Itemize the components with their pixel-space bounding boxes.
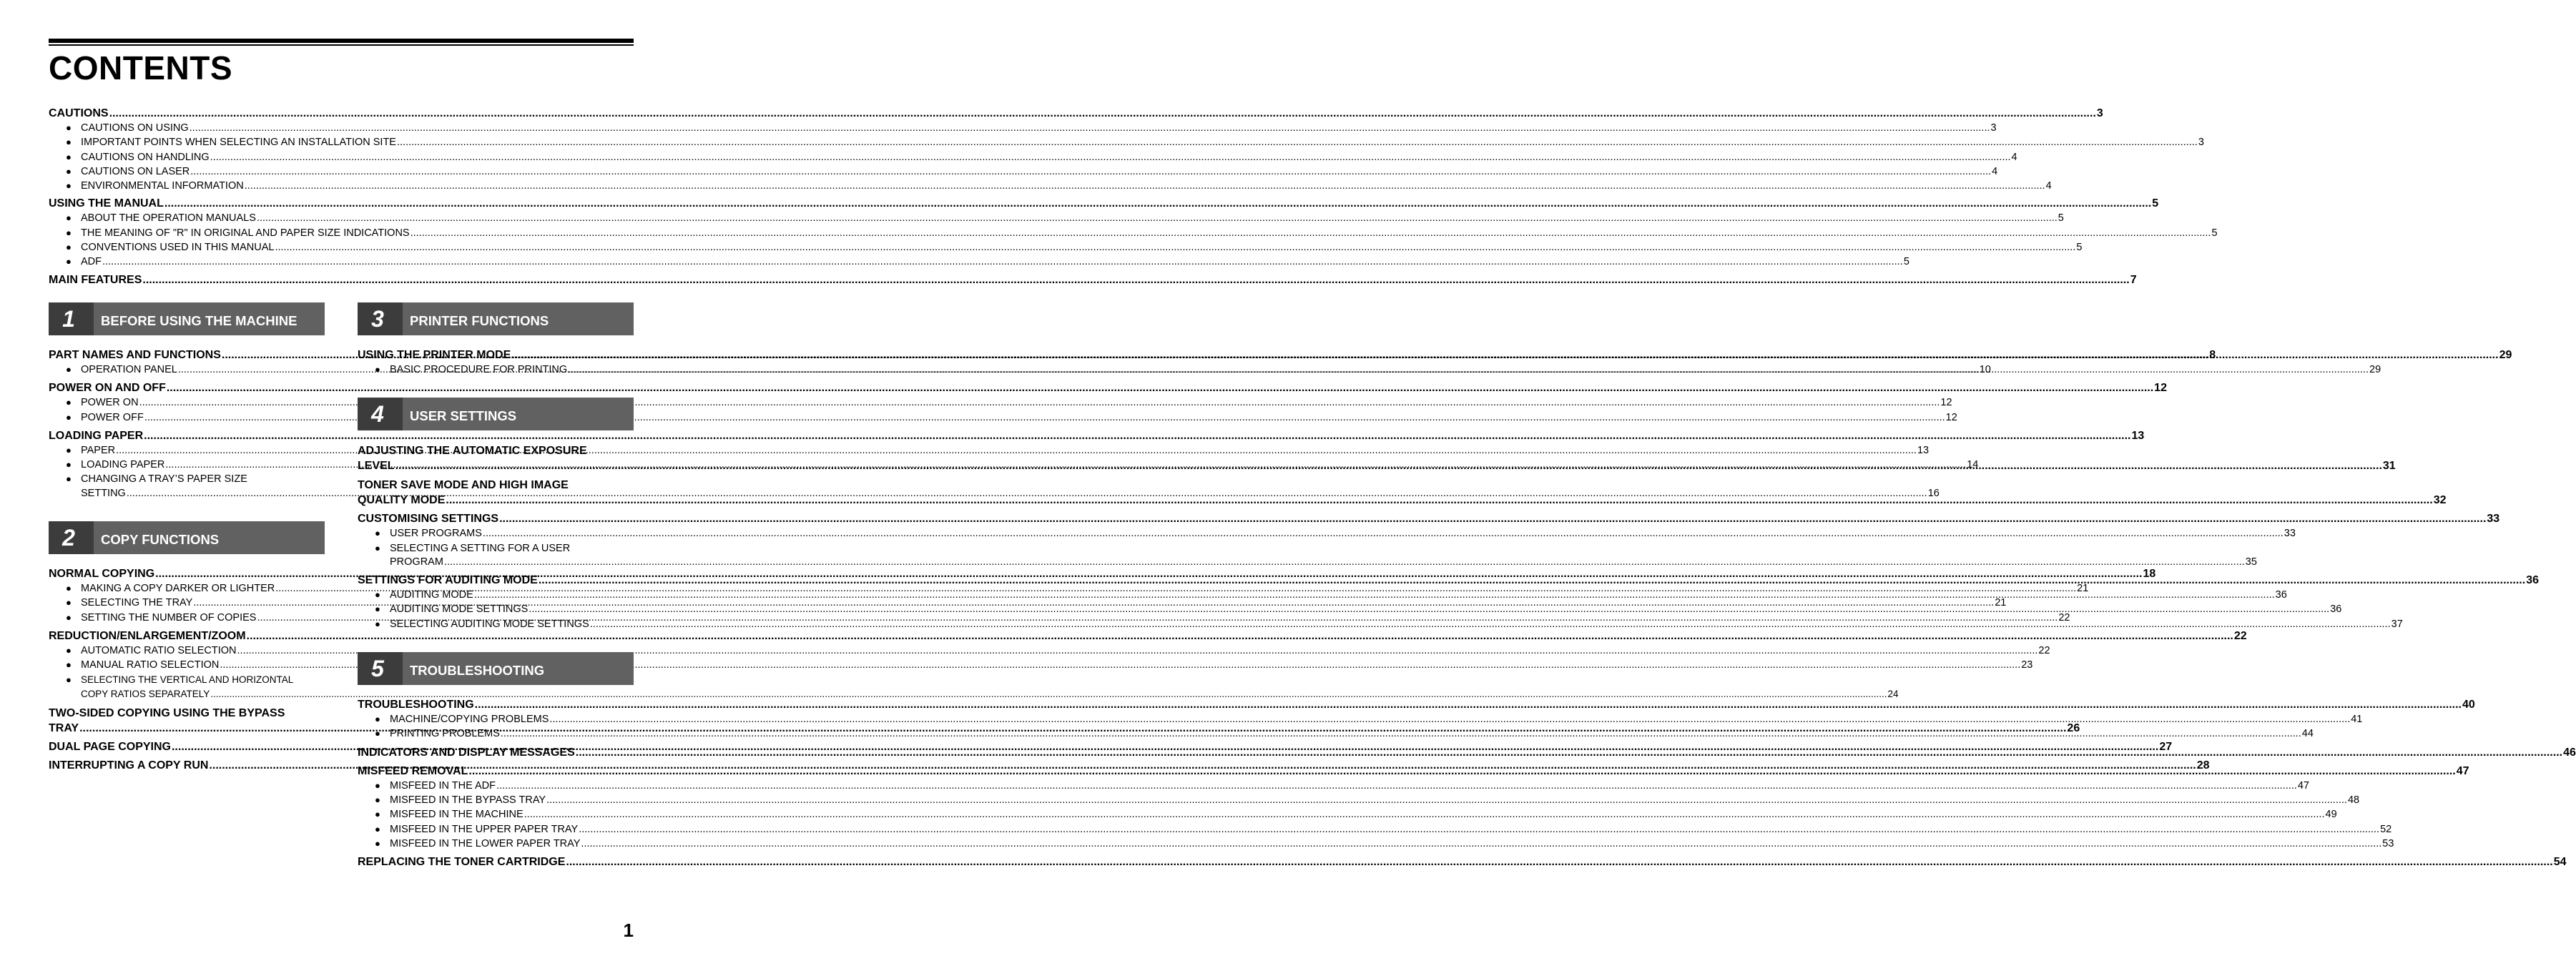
bullet-icon: ● xyxy=(66,256,72,267)
toc-subentry[interactable]: ● POWER ON ..... 12 xyxy=(49,395,325,410)
toc-entry[interactable]: MISFEED REMOVAL ..... 47 xyxy=(358,764,634,779)
bullet-icon: ● xyxy=(66,659,72,671)
toc-subentry[interactable]: ● POWER OFF ..... 12 xyxy=(49,410,325,425)
toc-entry[interactable]: DUAL PAGE COPYING ..... 27 xyxy=(49,740,325,754)
bullet-icon: ● xyxy=(66,583,72,594)
toc-entry[interactable]: INTERRUPTING A COPY RUN ..... 28 xyxy=(49,759,325,773)
toc-entry[interactable]: POWER ON AND OFF ..... 12 xyxy=(49,381,325,395)
toc-subentry[interactable]: ● OPERATION PANEL ..... 10 xyxy=(49,363,325,377)
bullet-icon: ● xyxy=(375,823,380,834)
toc-subentry[interactable]: ● MISFEED IN THE LOWER PAPER TRAY ..... 53 xyxy=(358,837,634,851)
toc-subentry[interactable]: ● SELECTING THE TRAY ..... 21 xyxy=(49,596,325,610)
bullet-icon: ● xyxy=(375,528,380,539)
toc-entry[interactable]: ADJUSTING THE AUTOMATIC EXPOSURE LEVEL ..... 31 xyxy=(358,443,634,473)
toc-entry[interactable]: TROUBLESHOOTING ..... 40 xyxy=(358,698,634,712)
leader-dots xyxy=(109,107,2096,121)
bullet-icon: ● xyxy=(375,589,380,601)
toc-subentry[interactable]: ● LOADING PAPER ..... 14 xyxy=(49,458,325,472)
toc-entry[interactable]: USING THE PRINTER MODE ..... 29 xyxy=(358,348,634,363)
toc-subentry[interactable]: ● MISFEED IN THE UPPER PAPER TRAY ..... 52 xyxy=(358,822,634,837)
chapter-header[interactable] xyxy=(358,302,634,335)
chapter-title: PRINTER FUNCTIONS xyxy=(410,313,549,328)
chapter-header[interactable] xyxy=(358,398,634,430)
toc-entry[interactable]: PART NAMES AND FUNCTIONS ..... 8 xyxy=(49,348,325,363)
toc-subentry[interactable]: ● AUDITING MODE ..... 36 xyxy=(358,588,634,602)
toc-subentry[interactable]: ● MAKING A COPY DARKER OR LIGHTER ..... 21 xyxy=(49,581,325,596)
toc-entry[interactable]: MAIN FEATURES ..... 7 xyxy=(49,273,634,287)
bullet-icon: ● xyxy=(66,242,72,253)
chapter-title: BEFORE USING THE MACHINE xyxy=(101,313,298,328)
top-rule-thick xyxy=(49,39,634,43)
bullet-icon: ● xyxy=(375,542,380,553)
page-title: CONTENTS xyxy=(49,49,232,87)
bullet-icon: ● xyxy=(66,364,72,375)
bullet-icon: ● xyxy=(66,122,72,133)
toc-subentry[interactable]: ● ENVIRONMENTAL INFORMATION ..... 4 xyxy=(49,179,634,193)
toc-subentry[interactable]: ● SELECTING THE VERTICAL AND HORIZONTAL COPY RATIOS SEPARATELY ..... 24 xyxy=(49,673,325,701)
chapter-number: 3 xyxy=(371,306,384,332)
top-rule-thin xyxy=(49,44,634,46)
chapter-title: USER SETTINGS xyxy=(410,408,517,424)
chapter-number: 1 xyxy=(62,306,75,332)
bullet-icon: ● xyxy=(375,837,380,849)
toc-subentry[interactable]: ● ADF ..... 5 xyxy=(49,255,634,269)
bullet-icon: ● xyxy=(375,779,380,791)
toc-subentry[interactable]: ● SETTING THE NUMBER OF COPIES ..... 22 xyxy=(49,611,325,625)
toc-subentry[interactable]: ● ABOUT THE OPERATION MANUALS ..... 5 xyxy=(49,211,634,225)
chapter-number: 5 xyxy=(371,656,384,682)
chapter-title: COPY FUNCTIONS xyxy=(101,532,220,548)
toc-subentry[interactable]: ● SELECTING AUDITING MODE SETTINGS ..... 37 xyxy=(358,617,634,631)
toc-front-matter xyxy=(49,107,2218,287)
toc-entry[interactable]: TWO-SIDED COPYING USING THE BYPASS TRAY ..... 26 xyxy=(49,706,325,736)
toc-subentry[interactable]: ● SELECTING A SETTING FOR A USER PROGRAM ..... 35 xyxy=(358,541,634,570)
bullet-icon: ● xyxy=(66,180,72,192)
toc-subentry[interactable]: ● MISFEED IN THE MACHINE ..... 49 xyxy=(358,807,634,822)
toc-entry[interactable]: LOADING PAPER ..... 13 xyxy=(49,429,325,443)
bullet-icon: ● xyxy=(66,644,72,656)
bullet-icon: ● xyxy=(375,618,380,629)
toc-entry[interactable]: CAUTIONS ..... 3 xyxy=(49,107,634,121)
toc-entry[interactable]: CUSTOMISING SETTINGS ..... 33 xyxy=(358,512,634,526)
toc-entry[interactable]: REDUCTION/ENLARGEMENT/ZOOM ..... 22 xyxy=(49,629,325,644)
toc-subentry[interactable]: ● BASIC PROCEDURE FOR PRINTING ..... 29 xyxy=(358,363,634,377)
toc-subentry[interactable]: ● CAUTIONS ON HANDLING ..... 4 xyxy=(49,150,634,164)
toc-subentry[interactable]: ● USER PROGRAMS ..... 33 xyxy=(358,526,634,541)
toc-entry[interactable]: REPLACING THE TONER CARTRIDGE ..... 54 xyxy=(358,855,634,869)
bullet-icon: ● xyxy=(66,597,72,608)
bullet-icon: ● xyxy=(66,151,72,162)
chapter-header[interactable] xyxy=(49,521,325,554)
toc-entry[interactable]: NORMAL COPYING ..... 18 xyxy=(49,567,325,581)
bullet-icon: ● xyxy=(66,411,72,423)
bullet-icon: ● xyxy=(375,809,380,820)
toc-subentry[interactable]: ● AUDITING MODE SETTINGS ..... 36 xyxy=(358,602,634,616)
bullet-icon: ● xyxy=(66,137,72,148)
chapter-number: 4 xyxy=(371,401,384,428)
toc-subentry[interactable]: ● IMPORTANT POINTS WHEN SELECTING AN INSTALLATION SITE ..... 3 xyxy=(49,135,634,149)
page-number: 1 xyxy=(623,920,634,941)
bullet-icon: ● xyxy=(375,714,380,725)
bullet-icon: ● xyxy=(375,364,380,375)
toc-subentry[interactable]: ● MISFEED IN THE ADF ..... 47 xyxy=(358,779,634,793)
chapter-header[interactable] xyxy=(358,652,634,685)
chapter-header[interactable] xyxy=(49,302,325,335)
toc-subentry[interactable]: ● CAUTIONS ON USING ..... 3 xyxy=(49,121,634,135)
toc-subentry[interactable]: ● CHANGING A TRAY’S PAPER SIZE SETTING ..... 16 xyxy=(49,472,325,501)
toc-subentry[interactable]: ● PRINTING PROBLEMS ..... 44 xyxy=(358,726,634,741)
bullet-icon: ● xyxy=(66,674,72,685)
toc-entry[interactable]: SETTINGS FOR AUDITING MODE ..... 36 xyxy=(358,573,634,588)
chapter-number: 2 xyxy=(62,525,75,551)
toc-entry[interactable]: USING THE MANUAL ..... 5 xyxy=(49,197,634,211)
bullet-icon: ● xyxy=(66,212,72,224)
bullet-icon: ● xyxy=(66,473,72,485)
toc-subentry[interactable]: ● PAPER ..... 13 xyxy=(49,443,325,458)
toc-subentry[interactable]: ● AUTOMATIC RATIO SELECTION ..... 22 xyxy=(49,644,325,658)
toc-subentry[interactable]: ● THE MEANING OF "R" IN ORIGINAL AND PAPER SIZE INDICATIONS ..... 5 xyxy=(49,226,634,240)
toc-subentry[interactable]: ● MISFEED IN THE BYPASS TRAY ..... 48 xyxy=(358,793,634,807)
bullet-icon: ● xyxy=(375,603,380,615)
bullet-icon: ● xyxy=(66,165,72,177)
toc-subentry[interactable]: ● CONVENTIONS USED IN THIS MANUAL ..... 5 xyxy=(49,240,634,255)
bullet-icon: ● xyxy=(66,397,72,408)
toc-entry[interactable]: TONER SAVE MODE AND HIGH IMAGE QUALITY MODE ..... 32 xyxy=(358,478,634,508)
bullet-icon: ● xyxy=(66,611,72,623)
bullet-icon: ● xyxy=(66,227,72,238)
toc-subentry[interactable]: ● CAUTIONS ON LASER ..... 4 xyxy=(49,164,634,179)
toc-entry[interactable]: INDICATORS AND DISPLAY MESSAGES ..... 46 xyxy=(358,746,634,760)
bullet-icon: ● xyxy=(66,459,72,470)
bullet-icon: ● xyxy=(66,444,72,455)
bullet-icon: ● xyxy=(375,728,380,739)
chapter-title: TROUBLESHOOTING xyxy=(410,663,545,679)
toc-subentry[interactable]: ● MACHINE/COPYING PROBLEMS ..... 41 xyxy=(358,712,634,726)
bullet-icon: ● xyxy=(375,794,380,805)
toc-subentry[interactable]: ● MANUAL RATIO SELECTION ..... 23 xyxy=(49,658,325,672)
